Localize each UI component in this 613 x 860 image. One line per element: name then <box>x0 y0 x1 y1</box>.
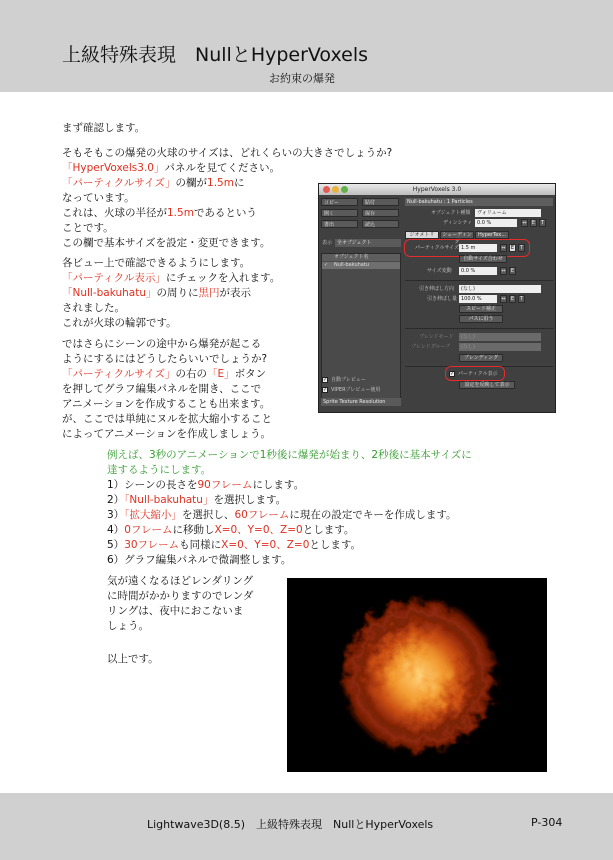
text-line: 「HyperVoxels3.0」パネルを見てください。 <box>62 162 280 174</box>
closing-line <box>107 652 159 667</box>
text-line: そもそもこの爆発の火球のサイズは、どれくらいの大きさでしょうか? <box>62 147 393 159</box>
blending-button[interactable]: ブレンディング <box>459 354 503 362</box>
paragraph-animation <box>62 337 272 442</box>
list-item: 5）30フレームも同様にX=0、Y=0、Z=0とします。 <box>107 539 362 551</box>
text-line: 気が遠くなるほどレンダリング <box>107 575 254 587</box>
text-line: 「Null-bakuhatu」の周りに黒円が表示 <box>62 287 252 299</box>
dialog-left-pane <box>321 198 401 410</box>
dialog-titlebar: HyperVoxels 3.0 <box>319 184 555 195</box>
particle-display-label: パーティクル表示 <box>458 371 498 377</box>
page-title: 上級特殊表現 NullとHyperVoxels <box>62 44 368 66</box>
text-line: に時間がかかりますのでレンダ <box>107 590 254 602</box>
text-line: 「パーティクル表示」にチェックを入れます。 <box>62 272 281 284</box>
particle-size-label: パーティクルサイズ <box>415 245 460 251</box>
text-line: なっています。 <box>62 192 135 204</box>
text-line: アニメーションを作成することも出来ます。 <box>62 398 271 410</box>
text-line: が、ここでは単純にヌルを拡大縮小すること <box>62 413 272 425</box>
text-line: これは、火球の半径が1.5mであるという <box>62 207 257 219</box>
particle-size-field[interactable]: 1.5 m <box>459 244 497 252</box>
viper-checkbox[interactable]: ✓ <box>323 387 328 393</box>
closing-text: 以上です。 <box>107 653 159 665</box>
density-env-button[interactable]: E <box>531 220 536 226</box>
footer-title: Lightwave3D(8.5) 上級特殊表現 NullとHyperVoxels <box>147 818 434 831</box>
blend-mode-select[interactable]: (なし) <box>459 333 541 341</box>
blend-mode-label: ブレンドモード <box>419 334 454 340</box>
example-intro <box>107 448 472 478</box>
particle-display-checkbox[interactable]: ✓ <box>450 371 455 377</box>
sprite-select[interactable]: Sprite Texture Resolution <box>321 398 401 406</box>
text-line: 各ビュー上で確認できるようにします。 <box>62 257 251 269</box>
load-button[interactable]: 読込 <box>362 220 399 228</box>
list-item: 2）「Null-bakuhatu」を選択します。 <box>107 494 287 506</box>
text-line: 例えば、3秒のアニメーションで1秒後に爆発が始まり、2秒後に基本サイズに <box>107 449 472 461</box>
intro-line <box>62 121 145 136</box>
explosion-render-image <box>287 578 547 772</box>
size-variation-slider[interactable]: ⇔ <box>501 268 506 274</box>
text-line: 「パーティクルサイズ」の右の「E」ボタン <box>62 368 267 380</box>
hypervoxels-dialog <box>318 183 556 413</box>
tab-shading[interactable]: シェーディング <box>440 231 474 239</box>
intro-text: まず確認します。 <box>62 122 146 134</box>
list-header: オブジェクト名 <box>322 254 400 261</box>
view-label: 表示 <box>322 240 333 246</box>
particle-size-e-button[interactable]: E <box>510 245 515 251</box>
paste-button[interactable]: 貼付 <box>362 198 399 206</box>
divider <box>405 280 553 281</box>
particle-size-t-button[interactable]: T <box>519 245 524 251</box>
blend-group-label: ブレンドグループ <box>411 344 451 350</box>
text-line: を押してグラフ編集パネルを開き、ここで <box>62 383 262 395</box>
auto-size-button[interactable]: 自動サイズ合わせ <box>459 255 507 263</box>
text-line: によってアニメーションを作成しましょう。 <box>62 428 272 440</box>
tab-hypertexture[interactable]: HyperTex... <box>475 231 509 239</box>
dialog-right-pane <box>405 198 553 410</box>
render-note <box>107 574 253 634</box>
steps-list <box>107 478 457 568</box>
export-button[interactable]: 書出 <box>321 220 358 228</box>
stretch-direction-select[interactable]: (なし) <box>459 285 541 293</box>
list-item: 3）「拡大縮小」を選択し、60フレームに現在の設定でキーを作成します。 <box>107 509 457 521</box>
speed-correct-button[interactable]: スピード補正 <box>459 305 503 313</box>
list-item: 4）0フレームに移動しX=0、Y=0、Z=0とします。 <box>107 524 355 536</box>
density-label: ディンシティ <box>443 220 473 226</box>
stretch-amount-e-button[interactable]: E <box>510 296 515 302</box>
stretch-direction-label: 引き伸ばし方向 <box>419 286 455 292</box>
particle-size-slider[interactable]: ⇔ <box>501 245 506 251</box>
density-field[interactable]: 0.0 % <box>475 219 517 227</box>
text-line: これが火球の輪郭です。 <box>62 317 177 329</box>
size-variation-label: サイズ変動 <box>427 268 452 274</box>
checkmark-icon: ✓ <box>324 262 329 268</box>
page-subtitle: お約束の爆発 <box>269 72 335 85</box>
list-item: 6）グラフ編集パネルで微調整します。 <box>107 554 292 566</box>
text-line: この欄で基本サイズを設定・変更できます。 <box>62 237 271 249</box>
object-filter-select[interactable]: 全オブジェクト <box>335 239 401 247</box>
text-line: されました。 <box>62 302 125 314</box>
follow-path-button[interactable]: パスに沿う <box>459 315 503 323</box>
selected-object-header: Null-bakuhatu : 1 Particles <box>405 198 553 206</box>
text-line: リングは、夜中におこないま <box>107 605 244 617</box>
size-variation-field[interactable]: 0.0 % <box>459 267 497 275</box>
object-type-label: オブジェクト種類 <box>431 210 471 216</box>
auto-preview-label: 自動プレビュー <box>331 377 366 383</box>
divider <box>405 328 553 329</box>
explosion-graphic <box>287 578 547 772</box>
save-button[interactable]: 保存 <box>362 209 399 217</box>
stretch-amount-label: 引き伸ばし量 <box>427 296 458 302</box>
tab-geometry[interactable]: ジオメトリ <box>405 231 439 239</box>
highlight-particle-display <box>445 366 505 381</box>
stretch-amount-t-button[interactable]: T <box>519 296 524 302</box>
stretch-amount-slider[interactable]: ⇔ <box>501 296 506 302</box>
paragraph-display <box>62 256 280 331</box>
auto-preview-checkbox[interactable]: ✓ <box>323 377 328 383</box>
text-line: ことです。 <box>62 222 114 234</box>
copy-button[interactable]: コピー <box>321 198 358 206</box>
density-texture-button[interactable]: T <box>540 220 545 226</box>
viper-label: VIPERプレビュー使用 <box>331 387 381 393</box>
text-line: 達するようにします。 <box>107 464 212 476</box>
density-slider[interactable]: ⇔ <box>522 220 527 226</box>
blend-group-select[interactable]: (なし) <box>459 343 541 351</box>
zoom-icon[interactable] <box>341 186 348 193</box>
text-line: ではさらにシーンの途中から爆発が起こる <box>62 338 262 350</box>
page-number: P-304 <box>531 816 563 829</box>
minimize-icon[interactable] <box>332 186 339 193</box>
apply-display-button[interactable]: 設定を反映して表示 <box>459 381 515 389</box>
size-variation-e-button[interactable]: E <box>510 268 515 274</box>
text-line: 「パーティクルサイズ」の欄が1.5mに <box>62 177 245 189</box>
list-item: 1）シーンの長さを90フレームにします。 <box>107 479 305 491</box>
close-icon[interactable] <box>323 186 330 193</box>
open-button[interactable]: 開く <box>321 209 358 217</box>
text-line: しょう。 <box>107 620 149 632</box>
object-type-select[interactable]: ヴォリューム <box>475 209 541 217</box>
text-line: ようにするにはどうしたらいいでしょうか? <box>62 353 268 365</box>
list-item[interactable]: Null-bakuhatu <box>322 262 400 269</box>
stretch-amount-field[interactable]: 100.0 % <box>459 295 497 303</box>
